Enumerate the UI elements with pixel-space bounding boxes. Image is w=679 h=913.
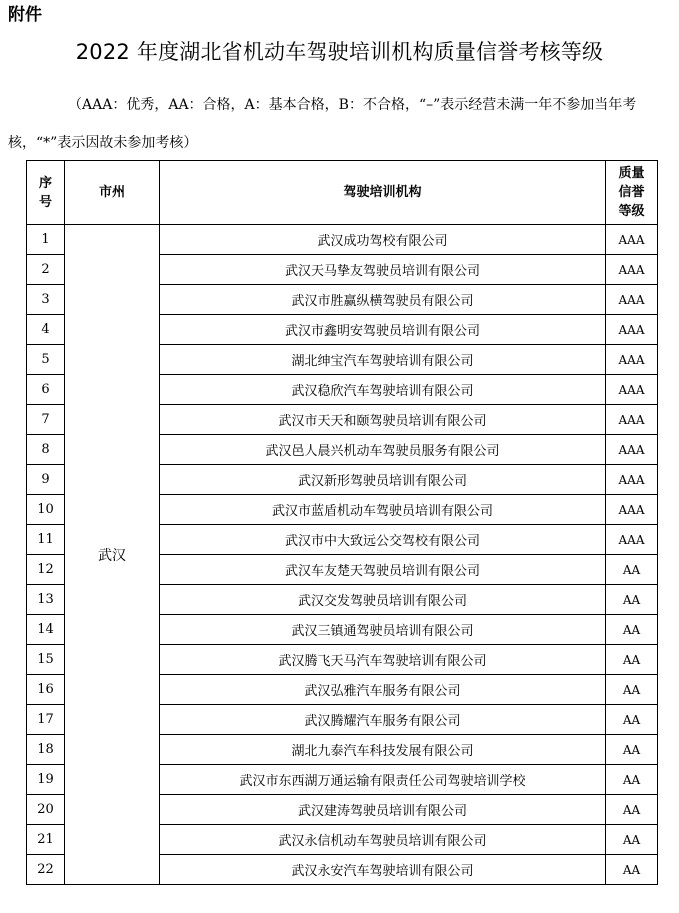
quality-grade: AAA xyxy=(606,315,658,345)
header-org: 驾驶培训机构 xyxy=(160,161,606,225)
row-number: 15 xyxy=(27,645,65,675)
organization-name: 武汉市蓝盾机动车驾驶员培训有限公司 xyxy=(160,495,606,525)
row-number: 12 xyxy=(27,555,65,585)
row-number: 3 xyxy=(27,285,65,315)
row-number: 11 xyxy=(27,525,65,555)
row-number: 22 xyxy=(27,855,65,885)
organization-name: 武汉邑人晨兴机动车驾驶员服务有限公司 xyxy=(160,435,606,465)
header-grade: 质量信誉等级 xyxy=(606,161,658,225)
organization-name: 武汉稳欣汽车驾驶培训有限公司 xyxy=(160,375,606,405)
page-title: 2022 年度湖北省机动车驾驶培训机构质量信誉考核等级 xyxy=(75,40,604,64)
row-number: 19 xyxy=(27,765,65,795)
organization-name: 武汉三镇通驾驶员培训有限公司 xyxy=(160,615,606,645)
quality-grade: AAA xyxy=(606,405,658,435)
organization-name: 武汉永信机动车驾驶员培训有限公司 xyxy=(160,825,606,855)
row-number: 16 xyxy=(27,675,65,705)
quality-grade: AAA xyxy=(606,255,658,285)
organization-name: 武汉永安汽车驾驶培训有限公司 xyxy=(160,855,606,885)
quality-grade: AA xyxy=(606,855,658,885)
quality-grade: AA xyxy=(606,705,658,735)
row-number: 9 xyxy=(27,465,65,495)
quality-grade: AAA xyxy=(606,345,658,375)
organization-name: 武汉市东西湖万通运输有限责任公司驾驶培训学校 xyxy=(160,765,606,795)
organization-name: 武汉市天天和颐驾驶员培训有限公司 xyxy=(160,405,606,435)
grade-table xyxy=(26,160,658,885)
row-number: 20 xyxy=(27,795,65,825)
organization-name: 武汉腾飞天马汽车驾驶培训有限公司 xyxy=(160,645,606,675)
quality-grade: AA xyxy=(606,555,658,585)
organization-name: 武汉交发驾驶员培训有限公司 xyxy=(160,585,606,615)
row-number: 10 xyxy=(27,495,65,525)
quality-grade: AA xyxy=(606,735,658,765)
header-city: 市州 xyxy=(65,161,160,225)
organization-name: 武汉弘雅汽车服务有限公司 xyxy=(160,675,606,705)
quality-grade: AA xyxy=(606,645,658,675)
quality-grade: AAA xyxy=(606,285,658,315)
grade-legend-note: （AAA：优秀，AA：合格，A：基本合格，B：不合格，“–”表示经营未满一年不参加当年考核，“*”表示因故未参加考核） xyxy=(8,97,637,151)
organization-name: 武汉市胜赢纵横驾驶员有限公司 xyxy=(160,285,606,315)
quality-grade: AAA xyxy=(606,465,658,495)
table-body xyxy=(27,225,658,885)
row-number: 14 xyxy=(27,615,65,645)
row-number: 1 xyxy=(27,225,65,255)
organization-name: 武汉成功驾校有限公司 xyxy=(160,225,606,255)
table-header-row xyxy=(27,161,658,225)
row-number: 13 xyxy=(27,585,65,615)
row-number: 5 xyxy=(27,345,65,375)
organization-name: 武汉车友楚天驾驶员培训有限公司 xyxy=(160,555,606,585)
row-number: 2 xyxy=(27,255,65,285)
organization-name: 武汉腾耀汽车服务有限公司 xyxy=(160,705,606,735)
row-number: 8 xyxy=(27,435,65,465)
row-number: 4 xyxy=(27,315,65,345)
quality-grade: AAA xyxy=(606,225,658,255)
organization-name: 湖北绅宝汽车驾驶培训有限公司 xyxy=(160,345,606,375)
organization-name: 武汉天马挚友驾驶员培训有限公司 xyxy=(160,255,606,285)
quality-grade: AAA xyxy=(606,435,658,465)
row-number: 17 xyxy=(27,705,65,735)
city-cell: 武汉 xyxy=(65,225,160,885)
table-row xyxy=(27,225,658,255)
quality-grade: AA xyxy=(606,795,658,825)
header-no: 序号 xyxy=(27,161,65,225)
quality-grade: AA xyxy=(606,825,658,855)
quality-grade: AA xyxy=(606,585,658,615)
quality-grade: AAA xyxy=(606,495,658,525)
organization-name: 湖北九泰汽车科技发展有限公司 xyxy=(160,735,606,765)
organization-name: 武汉新形驾驶员培训有限公司 xyxy=(160,465,606,495)
organization-name: 武汉市鑫明安驾驶员培训有限公司 xyxy=(160,315,606,345)
attachment-label: 附件 xyxy=(8,5,42,25)
quality-grade: AAA xyxy=(606,525,658,555)
quality-grade: AAA xyxy=(606,375,658,405)
row-number: 6 xyxy=(27,375,65,405)
quality-grade: AA xyxy=(606,675,658,705)
row-number: 7 xyxy=(27,405,65,435)
row-number: 18 xyxy=(27,735,65,765)
organization-name: 武汉建涛驾驶员培训有限公司 xyxy=(160,795,606,825)
row-number: 21 xyxy=(27,825,65,855)
quality-grade: AA xyxy=(606,765,658,795)
organization-name: 武汉市中大致远公交驾校有限公司 xyxy=(160,525,606,555)
quality-grade: AA xyxy=(606,615,658,645)
